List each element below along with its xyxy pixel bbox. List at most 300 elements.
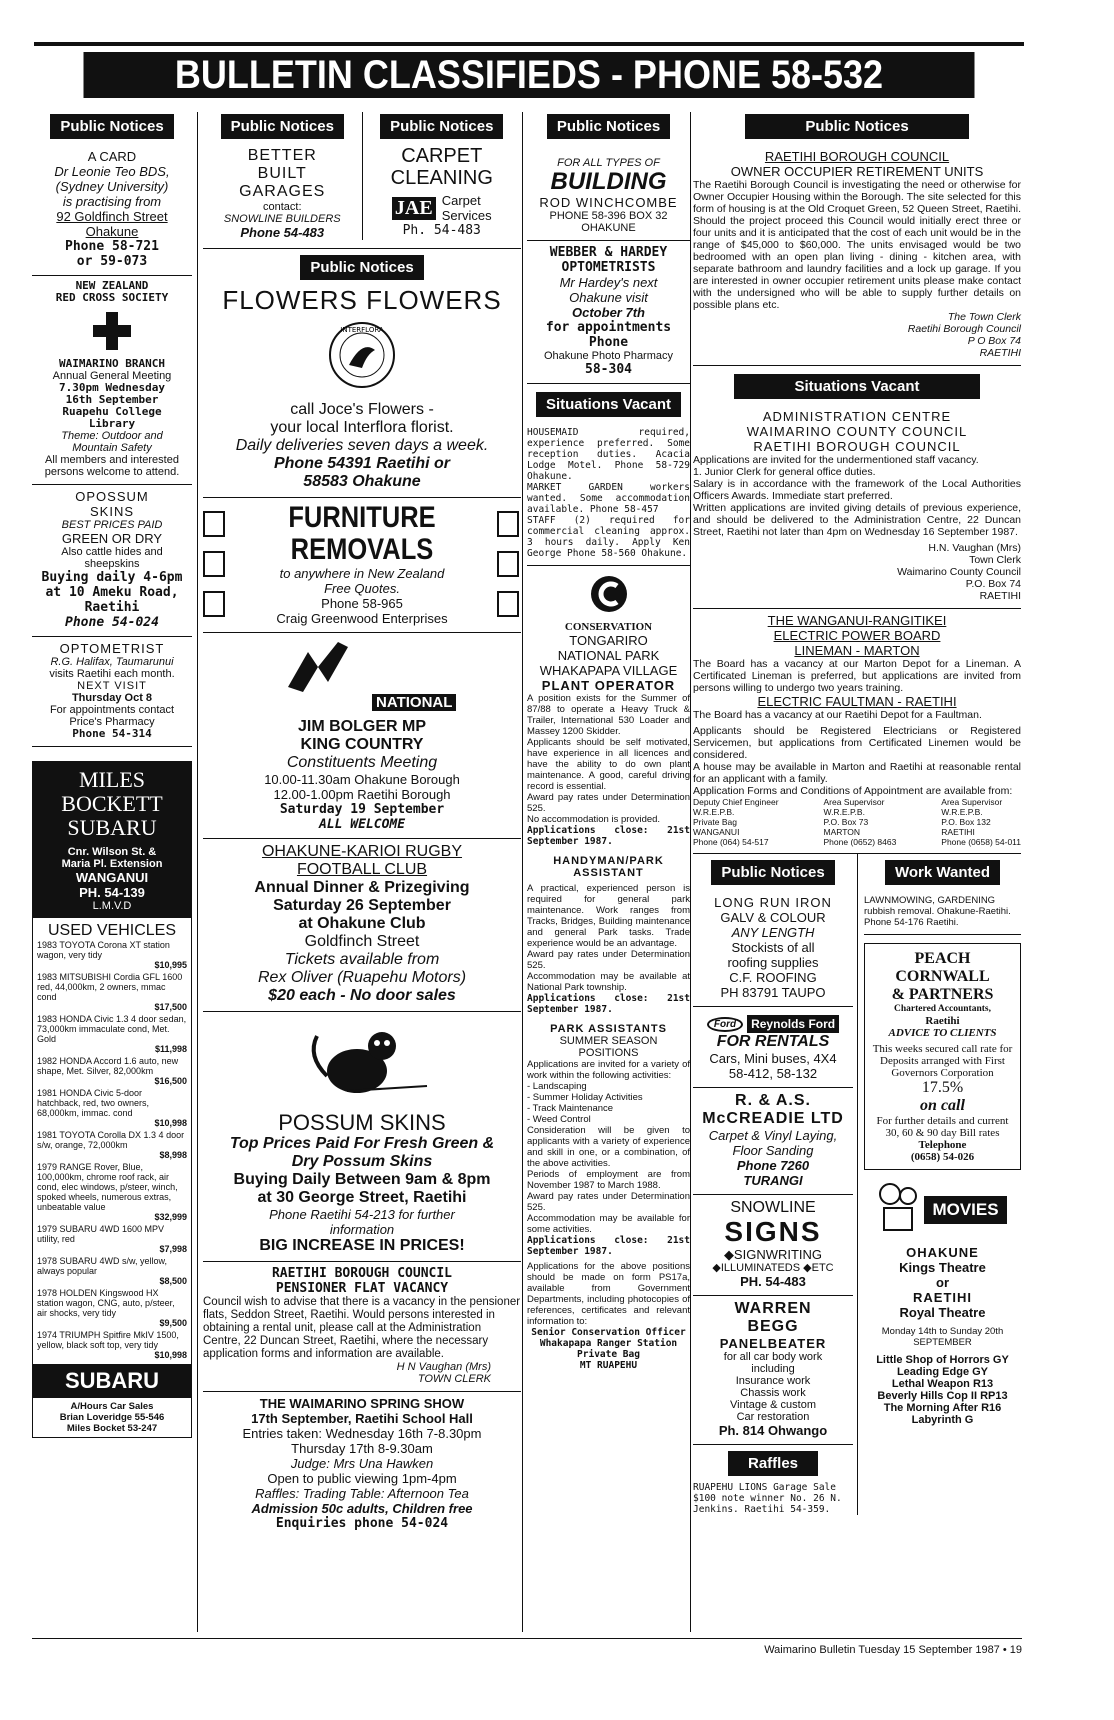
ad-line: Vintage & custom [729,1399,816,1411]
ad-line: Admission 50c adults, Children free [251,1501,473,1516]
ad-line: at 30 George Street, Raetihi [257,1189,467,1206]
job-listing: MARKET GARDEN workers wanted. Some accommodation available. Phone 58-457 [527,482,690,515]
movie-listing: Lethal Weapon R13 [891,1378,994,1390]
ad-line: SKINS [89,504,134,519]
ad-line: Mr Hardey's next [559,275,658,290]
national-party-logo [268,637,368,707]
notice-body: The Board has a vacancy at our Raetihi Depot for a Faultman. [693,709,982,721]
contact-line: Area Supervisor [823,797,885,807]
vehicle-description: 1983 MITSUBISHI Cordia GFL 1600 red, 44,000km, 2 owners, mmac cond [37,972,183,1002]
ad-line: at 10 Ameku Road, [45,585,179,600]
vehicle-listing [37,1130,187,1160]
notice-line: All members and interested [45,454,179,466]
ad-line: Free Quotes. [324,581,400,596]
ad-line: Constituents Meeting [286,754,438,771]
ad-paragraph: No accommodation is provided. [527,814,661,825]
ad-line: This weeks secured call rate for Deposits arranged with First Governors Corporation [872,1043,1013,1079]
ad-line: ROD WINCHCOMBE [539,195,678,210]
ad-line: Tickets available from [284,951,440,968]
ad-line: contact: [262,201,302,213]
contact-card [824,797,897,847]
ad-phone: 58-304 [585,362,632,377]
ad-line: Enquiries phone 54-024 [275,1516,449,1531]
ad-line: Telephone [918,1139,967,1151]
job-listing: STAFF (2) required for commercial cleaning approx. 3 hours daily. Apply Ken George Phone 58-560 Ohakune. [527,515,690,559]
ad-list-item: - Weed Control [527,1114,591,1125]
ad-line: OPTOMETRIST [59,641,165,656]
roofing-ad [693,891,853,1007]
dealer-address: Cnr. Wilson St. & [67,846,157,858]
notice-signature: P.O. Box 74 [965,578,1021,590]
bottom-rule [32,1638,1022,1639]
ad-line: Buying Daily Between 9am & 8pm [233,1171,491,1188]
ad-line: OHAKUNE [581,222,636,234]
ad-line: Royal Theatre [899,1305,986,1320]
ad-line: OHAKUNE-KARIOI RUGBY [261,843,463,860]
ad-phone: PH. 54-483 [740,1274,806,1289]
ad-phone: Phone 7260 [736,1158,810,1173]
ad-heading: PARK ASSISTANTS [550,1023,667,1035]
vehicle-listing [37,1088,187,1128]
red-cross-notice [32,276,192,485]
ad-line: SNOWLINE BUILDERS [223,213,341,225]
ad-line: BETTER [247,147,317,164]
notice-body: Applications are invited for the undermentioned staff vacancy. [693,454,979,466]
ad-line: Ohakune visit [569,290,648,305]
section-tag: Situations Vacant [536,392,681,417]
ad-line: Phone 54391 Raetihi or [273,455,451,472]
vehicle-list [37,940,187,1360]
red-cross-icon [93,312,131,350]
vehicle-listing [37,1056,187,1086]
page-title: BULLETIN CLASSIFIEDS - PHONE 58-532 [84,52,975,98]
ad-line: visits Raetihi each month. [49,668,175,680]
ad-line: Car restoration [736,1411,810,1423]
after-hours-line: A/Hours Car Sales [70,1401,154,1412]
furniture-ad [203,498,521,633]
notice-heading: ELECTRIC FAULTMAN - RAETIHI [757,694,957,709]
ad-line: R.G. Halifax, Taumarunui [50,656,174,668]
garages-ad [203,112,362,240]
ad-line: Dry Possum Skins [291,1153,433,1170]
used-vehicles-heading: USED VEHICLES [47,922,177,939]
section-tag: Public Notices [711,860,834,885]
notice-body: Council wish to advise that there is a vacancy in the pensioner flats, Seddon Street, Raetihi. Would persons interested in obtaining a rental unit, please call at the Administration Centre, 22 Duncan Street, Raetihi, where the necessary application forms and information are available. [203,1296,521,1360]
column-divider [197,112,198,1632]
contact-line: P.O. Box 132 [941,817,991,827]
contact-line: P.O. Box 73 [823,817,869,827]
ad-line: Thursday 17th 8-9.30am [291,1441,433,1456]
column-1 [32,112,192,1438]
vehicle-price: $32,999 [154,1212,187,1222]
notice-heading: PENSIONER FLAT VACANCY [275,1281,449,1296]
ad-heading: POSSUM SKINS [278,1110,446,1135]
vehicle-listing [37,1330,187,1360]
ad-line: ◆SIGNWRITING [723,1247,823,1262]
movie-listing: Little Shop of Horrors GY [876,1354,1009,1366]
ad-heading: POSITIONS [578,1047,639,1059]
card-line: (Sydney University) [55,179,169,194]
ad-line: Open to public viewing 1pm-4pm [267,1471,457,1486]
ad-heading: PLANT OPERATOR [541,678,676,693]
bottom-ads [693,854,1021,1515]
contact-line: WANGANUI [693,827,740,837]
ad-line: SEPTEMBER [913,1337,972,1348]
ad-line: THE WAIMARINO SPRING SHOW [259,1396,465,1411]
ad-line: PEACH [914,950,971,967]
vehicle-description: 1979 SUBARU 4WD 1600 MPV utility, red [37,1224,165,1244]
notice-signature: RAETIHI [979,347,1021,359]
notice-signature: Raetihi Borough Council [907,323,1021,335]
ad-line: Stockists of all [731,940,815,955]
ad-line: WARREN [734,1300,812,1317]
bottom-right-column [858,854,1021,1515]
notice-body: Written applications are invited giving details of previous experience, and should be delivered to the Administration Centre, 22 Duncan Street, Raetihi not later than 4pm on Wednesday 16 September 1987. [693,502,1021,538]
ad-contact: Whakapapa Ranger Station [539,1338,678,1349]
ad-line: Top Prices Paid For Fresh Green & [229,1135,495,1152]
page-footer: Waimarino Bulletin Tuesday 15 September 1987 • 19 [764,1644,1022,1656]
vehicle-price: $10,995 [154,960,187,970]
ad-paragraph: Accommodation may be available for some activities. [527,1213,690,1235]
carpet-logo: JAE [392,197,436,220]
truck-icon [203,511,227,617]
notice-signature: Town Clerk [969,554,1021,566]
movies-ad [864,1182,1021,1426]
notice-signature: Waimarino County Council [897,566,1021,578]
section-tag: Public Notices [221,114,344,139]
ad-line: Phone [588,335,629,350]
ad-contact: MT RUAPEHU [579,1360,638,1371]
ad-contact: Senior Conservation Officer [531,1327,686,1338]
ad-line: BEST PRICES PAID [61,519,163,531]
ad-line: Raffles: Trading Table: Afternoon Tea [255,1486,469,1501]
vehicle-description: 1978 SUBARU 4WD s/w, yellow, always popular [37,1256,168,1276]
notice-line: persons welcome to attend. [44,466,180,478]
ad-line: October 7th [572,305,645,320]
ad-line: OPOSSUM [75,489,149,504]
ad-paragraph: Periods of employment are from November 1987 to March 1988. [527,1169,690,1191]
contact-line: MARTON [823,827,861,837]
vehicle-listing [37,1224,187,1254]
peach-cornwall-ad [864,943,1021,1170]
notice-signature: RAETIHI [979,590,1021,602]
ad-heading: SUMMER SEASON [559,1035,658,1047]
notice-line: Annual General Meeting [52,370,172,382]
ad-line: FOR RENTALS [716,1033,830,1050]
vehicle-price: $9,500 [159,1318,187,1328]
spring-show-ad [203,1392,521,1531]
ad-paragraph: Award pay rates under Determination 525. [527,792,690,814]
ad-line: TURANGI [743,1173,803,1188]
column-4 [693,112,1021,1515]
possum-skins-ad [203,1012,521,1262]
ad-line: your local Interflora florist. [270,419,454,436]
pensioner-flat-notice [203,1262,521,1392]
possum-illustration [287,1016,437,1106]
ad-phone: 58-412, 58-132 [728,1066,818,1081]
vehicle-listing [37,1288,187,1328]
notice-line: 16th September [65,393,159,406]
ad-phone: Phone 58-965 [321,596,403,611]
ad-heading: BUILDING [550,168,667,195]
ad-line: Phone 54-483 [240,225,325,240]
warren-begg-ad [693,1296,853,1445]
notice-line: Ruapehu College [62,405,162,418]
ad-line: on call [920,1097,965,1114]
ad-line: call Joce's Flowers - [290,401,434,418]
ad-line: PHONE 58-396 BOX 32 [549,210,668,222]
notice-body: The Raetihi Borough Council is investigating the need or otherwise for Owner Occupier Housing within the Borough. The site selected for this form of housing is at the Old Croquet Green, 52 Queen Street, Raetihi. Should the project proceed this Council would initially erect three or four units and it is anticipated that the cost of each unit would be in the range of $45,000 to $60,000. The units envisaged would be two bedroomed with an open plan living - dining - kitchen area, with separate bathroom and laundry facilities and a lock up garage. If you are interested in owner occupier retirement units please make contact with the undersigned who will be able to supply further details on possible plans etc. [693,179,1022,311]
column-3 [527,112,690,1371]
ad-line: JIM BOLGER MP [297,718,426,735]
ad-phone: Ph. 814 Ohwango [718,1423,828,1438]
ad-line: Saturday 19 September [279,802,445,817]
contact-line: Phone (0652) 8463 [823,837,897,847]
vehicle-listing [37,1014,187,1054]
ad-list-item: - Summer Holiday Activities [527,1092,643,1103]
admin-centre-ad [693,405,1021,609]
ad-phone: Ph. 54-483 [402,223,481,238]
ad-line: C.F. ROOFING [729,970,817,985]
after-hours-line: Miles Bocket 53-247 [66,1423,158,1434]
card-phone: Phone 58-721 [65,239,159,254]
card-line: Ohakune [85,224,139,239]
card-line: Dr Leonie Teo BDS, [54,164,170,179]
column-divider [522,112,523,1632]
vehicle-description: 1981 HONDA Civic 5-door hatchback, red, two owners, 68,000km, immac. cond [37,1088,150,1118]
ad-line: Carpet & Vinyl Laying, [708,1128,838,1143]
vehicle-listing [37,940,187,970]
vehicle-price: $11,998 [154,1044,187,1054]
national-ad [203,633,521,839]
ad-line: GARAGES [239,183,326,200]
contact-card [693,797,779,847]
logo-caption: CONSERVATION [564,621,653,633]
ad-paragraph: Applications are invited for a variety of work within the following activities: [527,1059,690,1081]
ad-paragraph: A position exists for the Summer of 87/88 to operate a Heavy Truck & Trailer, International 530 Loader and Massey 1200 Skidder. [527,693,690,737]
power-board-ad [693,609,1021,854]
movies-logo: MOVIES [924,1196,1006,1224]
flowers-ad [203,249,521,498]
contact-line: Private Bag [693,817,737,827]
notice-line: Library [88,417,136,430]
conservation-ad [527,574,690,1371]
dealer-name: SUBARU [67,815,157,840]
ad-line: McCREADIE LTD [702,1110,844,1127]
ad-line: Floor Sanding [732,1143,814,1158]
section-tag: Public Notices [380,114,503,139]
conservation-logo [589,574,629,614]
ad-line: Judge: Mrs Una Hawken [290,1456,434,1471]
ad-line: $20 each - No door sales [268,987,456,1004]
ad-line: Phone Raetihi 54-213 for further [269,1207,455,1222]
ad-line: RAETIHI [913,1290,972,1305]
reynolds-ford-ad [693,1007,853,1088]
ad-line: roofing supplies [727,955,819,970]
column-2 [203,112,521,1531]
ad-paragraph: Award pay rates under Determination 525. [527,1191,690,1213]
brand-logo: SUBARU [64,1368,160,1393]
ad-paragraph: A practical, experienced person is required for general park maintenance. Work ranges from Tracks, Bridges, Building maintenance and general Park tasks. Trade experience would be an advantage. [527,883,690,949]
ad-line: Entries taken: Wednesday 16th 7-8.30pm [242,1426,482,1441]
notice-heading: WAIMARINO COUNTY COUNCIL [746,424,968,439]
ad-line: ANY LENGTH [731,925,815,940]
ad-line: at Ohakune Club [298,915,426,932]
interflora-logo [327,320,397,390]
ad-line: SNOWLINE [730,1199,816,1216]
ad-paragraph: Accommodation may be available at National Park township. [527,971,690,993]
mccreadie-ad [693,1088,853,1195]
ad-line: Monday 14th to Sunday 20th [881,1326,1004,1337]
contact-line: Phone (0658) 54-011 [941,837,1021,847]
notice-signature: TOWN CLERK [417,1373,491,1385]
dealer-name: MILES [79,767,145,792]
bottom-left-column [693,854,858,1515]
dealer-phone: PH. 54-139 [79,885,145,900]
ad-line: FOOTBALL CLUB [296,861,428,878]
ad-line: 10.00-11.30am Ohakune Borough [264,772,460,787]
vehicle-description: 1981 TOYOTA Corolla DX 1.3 4 door s/w, orange, 72,000km [37,1130,185,1150]
ad-line: Craig Greenwood Enterprises [276,611,448,626]
opossum-ad [32,485,192,637]
ad-line: for all car body work [723,1351,823,1363]
ad-heading: ASSISTANT [573,867,644,879]
optometrist-ad [32,637,192,747]
notice-line: WAIMARINO BRANCH [59,357,165,370]
ad-line: Cars, Mini buses, 4X4 [709,1051,837,1066]
ad-phone: (0658) 54-026 [910,1151,975,1163]
ad-line: Phone 54-314 [72,727,152,740]
ad-paragraph: Applicants should be self motivated, have experience in all licences and have the ability to do own plant maintenance. A good, careful driving record is essential. [527,737,690,792]
movie-listing: Beverly Hills Cop II RP13 [877,1390,1008,1402]
ad-line: LONG RUN IRON [714,895,832,910]
ad-line: Thursday Oct 8 [71,692,153,704]
notice-line: Theme: Outdoor and [61,430,163,442]
ad-line: CARPET [401,145,483,167]
card-line: is practising from [62,194,162,209]
contact-line: W.R.E.P.B. [941,807,983,817]
ad-line: ◆ILLUMINATEDS ◆ETC [712,1262,834,1274]
ford-logo: Ford [707,1017,743,1032]
ad-line: Chassis work [740,1387,806,1399]
ad-line: Goldfinch Street [304,933,420,950]
ad-contact: Private Bag [577,1349,640,1360]
ad-line: ALL WELCOME [318,817,406,832]
ad-line: Ohakune Photo Pharmacy [543,350,674,362]
notice-heading: RAETIHI BOROUGH COUNCIL [271,1266,452,1281]
notice-signature: P O Box 74 [967,335,1021,347]
ad-line: KING COUNTRY [300,736,424,753]
furniture-title: FURNITURE [288,501,436,534]
ad-heading: SIGNS [724,1216,822,1247]
ad-phone: PH 83791 TAUPO [720,985,826,1000]
contact-line: RAETIHI [941,827,975,837]
section-tag: Situations Vacant [734,374,979,399]
building-ad [527,145,690,241]
card-heading: A CARD [87,149,137,164]
ad-line: Services [441,208,492,223]
ad-line: Daily deliveries seven days a week. [235,437,489,454]
ad-line: & PARTNERS [891,986,994,1003]
movie-listing: Labyrinth G [911,1414,974,1426]
section-tag: Public Notices [547,114,670,139]
ad-line: FOR ALL TYPES OF [557,157,660,169]
vehicle-price: $17,500 [154,1002,187,1012]
notice-line: 7.30pm Wednesday [59,381,165,394]
ad-line: Price's Pharmacy [69,716,155,728]
ad-line: R. & A.S. [735,1092,811,1109]
rugby-ad [203,839,521,1012]
vehicle-price: $16,500 [154,1076,187,1086]
card-notice [32,145,192,276]
svg-text:INTERFLORA: INTERFLORA [340,326,384,334]
ad-heading: HANDYMAN/PARK [553,855,664,867]
ad-line: Also cattle hides and [61,546,163,558]
dealer-name: BOCKETT [61,791,163,816]
ad-paragraph: Award pay rates under Determination 525. [527,949,690,971]
contact-line: Deputy Chief Engineer [693,797,779,807]
top-rule [34,42,1024,46]
vehicle-description: 1982 HONDA Accord 1.6 auto, new shape, Met. Silver, 82,000km [37,1056,179,1076]
furniture-title: REMOVALS [290,533,434,566]
ad-paragraph: Applications close: 21st September 1987. [527,1235,690,1257]
notice-signature: H N Vaughan (Mrs) [396,1361,491,1373]
movie-listing: The Morning After R16 [883,1402,1002,1414]
notice-heading: RAETIHI BOROUGH COUNCIL [764,149,950,164]
ad-line: WHAKAPAPA VILLAGE [539,663,678,678]
ad-line: For appointments contact [49,704,175,716]
notice-body: Applicants should be Registered Electricians or Registered Servicemen, but applications from Certificated Linemen would be considered. [693,725,1021,761]
dealer-city: WANGANUI [75,870,149,885]
interest-rate: 17.5% [921,1079,964,1096]
ad-line: ADVICE TO CLIENTS [888,1027,997,1039]
contact-card [941,797,1021,847]
ad-line: to anywhere in New Zealand [279,566,445,581]
notice-heading: THE WANGANUI-RANGITIKEI [767,613,947,628]
ad-paragraph: Applications close: 21st September 1987. [527,993,690,1015]
column-divider [690,112,691,1632]
movie-listing: Leading Edge GY [896,1366,989,1378]
truck-icon [497,511,521,617]
dealer-name: Reynolds Ford [747,1015,839,1033]
notice-line: RED CROSS SOCIETY [55,291,169,304]
ad-line: CLEANING [390,167,493,189]
dealer-license: L.M.V.D [92,900,132,912]
ad-paragraph: Applications close: 21st September 1987. [527,825,690,847]
film-projector-icon [878,1182,918,1237]
snowline-signs-ad [693,1195,853,1296]
notice-heading: LINEMAN - MARTON [794,643,920,658]
ad-line: Chartered Accountants, [894,1004,991,1014]
vehicle-description: 1983 TOYOTA Corona XT station wagon, very tidy [37,940,170,960]
dealer-address: Maria Pl. Extension [61,858,163,870]
notice-heading: ELECTRIC POWER BOARD [773,628,941,643]
ad-line: including [751,1363,795,1375]
ad-list-item: - Landscaping [527,1081,587,1092]
notice-body: 1. Junior Clerk for general office duties. [693,466,876,478]
ad-line: or [936,1275,949,1290]
notice-heading: OWNER OCCUPIER RETIREMENT UNITS [730,164,984,179]
ad-line: GALV & COLOUR [720,910,826,925]
card-line: 92 Goldfinch Street [56,209,168,224]
vehicle-listing [37,1162,187,1222]
ad-line: NEXT VISIT [77,680,147,692]
work-wanted-notice: LAWNMOWING, GARDENING rubbish removal. Ohakune-Raetihi. Phone 54-176 Raetihi. [864,891,1021,935]
ad-paragraph: Consideration will be given to applicants with a variety of experience and skill in one, or a combination, of the above activities. [527,1125,690,1169]
ad-line: for appointments [545,320,672,335]
ad-line: For further details and current 30, 60 & 90 day Bill rates [876,1115,1009,1139]
ad-line: Raetihi [84,600,140,615]
